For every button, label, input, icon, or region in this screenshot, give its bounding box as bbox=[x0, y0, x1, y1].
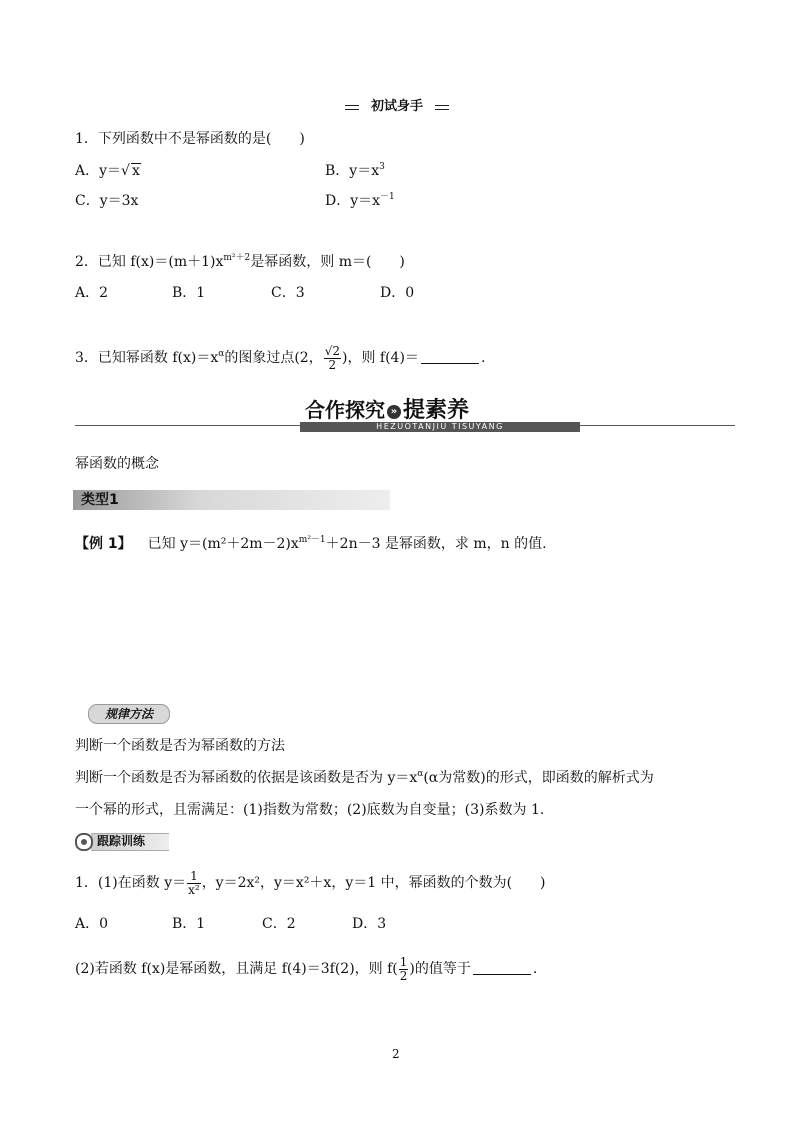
training-q1-1 bbox=[75, 868, 546, 898]
method-tag-label: 规律方法 bbox=[104, 707, 153, 721]
t1-option-a: A．0 bbox=[75, 916, 109, 932]
t2-answer-blank[interactable] bbox=[473, 960, 531, 975]
q3-stem bbox=[75, 343, 485, 373]
example1-tag: 【例 1】 bbox=[75, 536, 132, 552]
method-title: 判断一个函数是否为幂函数的方法 bbox=[75, 738, 285, 754]
t2-frac-den: 2 bbox=[399, 968, 408, 983]
q1-option-c: C．y＝3x bbox=[75, 193, 139, 209]
q3-answer-blank[interactable] bbox=[421, 349, 479, 364]
banner-title bbox=[305, 398, 469, 423]
t2-fraction bbox=[399, 956, 409, 983]
example1-text-post: ＋2n－3 是幂函数，求 m，n 的值. bbox=[325, 536, 547, 552]
t1-option-d: D．3 bbox=[352, 916, 387, 932]
type1-bar bbox=[73, 490, 390, 510]
q1-a-radicand: x bbox=[131, 163, 140, 179]
cooperation-banner bbox=[75, 398, 735, 438]
t1-frac-den: x² bbox=[188, 882, 200, 897]
q3-frac-den: 2 bbox=[328, 357, 337, 372]
q3-text-pre: 3．已知幂函数 f(x)＝x bbox=[75, 350, 219, 366]
q1-a-text: A．y＝ bbox=[75, 163, 122, 179]
q2-text-post: 是幂函数，则 m＝( ) bbox=[250, 254, 405, 270]
q1-d-exp: －1 bbox=[380, 192, 395, 202]
method-line1-exp: α bbox=[417, 769, 424, 779]
method-line1-post: (α为常数)的形式，即函数的解析式为 bbox=[423, 770, 654, 786]
q2-text-pre: 2．已知 f(x)＝(m＋1)x bbox=[75, 254, 224, 270]
t2-text-pre: (2)若函数 f(x)是幂函数，且满足 f(4)＝3f(2)，则 f( bbox=[75, 961, 398, 977]
q2-option-b: B．1 bbox=[172, 285, 206, 301]
method-line1-pre: 判断一个函数是否为幂函数的依据是该函数是否为 y＝x bbox=[75, 770, 418, 786]
t1-fraction bbox=[187, 870, 201, 897]
target-icon bbox=[75, 833, 93, 851]
q3-text-post: )，则 f(4)＝ bbox=[342, 350, 419, 366]
t1-option-c: C．2 bbox=[262, 916, 296, 932]
section-banner-trial bbox=[345, 98, 449, 116]
t1-option-b: B．1 bbox=[172, 916, 206, 932]
q1-d-text: D．y＝x bbox=[325, 193, 381, 209]
t2-end: . bbox=[532, 961, 538, 977]
banner-title-a: 合作探究 bbox=[305, 398, 385, 422]
q3-fraction bbox=[324, 345, 341, 372]
example1-text-pre: 已知 y＝(m²＋2m－2)x bbox=[147, 536, 299, 552]
method-line-1 bbox=[75, 768, 654, 788]
method-line-2: 一个幂的形式，且需满足：(1)指数为常数；(2)底数为自变量；(3)系数为 1. bbox=[75, 802, 545, 818]
t2-frac-num: 1 bbox=[399, 954, 408, 969]
q1-option-d bbox=[325, 191, 395, 211]
t1-text-post: ，y＝2x²，y＝x²＋x，y＝1 中，幂函数的个数为( ) bbox=[201, 875, 546, 891]
training-tag bbox=[75, 831, 170, 851]
q3-exp: α bbox=[218, 349, 225, 359]
q1-option-a: A．y＝√ x bbox=[75, 163, 140, 179]
section-title-trial: 初试身手 bbox=[359, 98, 435, 116]
q1-stem: 1．下列函数中不是幂函数的是( ) bbox=[75, 131, 305, 147]
banner-arrow-icon: » bbox=[387, 405, 401, 419]
q2-exp: m²＋2 bbox=[223, 253, 251, 263]
example1 bbox=[75, 534, 547, 554]
method-tag bbox=[88, 704, 170, 724]
type1-label: 类型1 bbox=[81, 492, 119, 508]
q2-option-c: C．3 bbox=[271, 285, 305, 301]
q2-option-d: D．0 bbox=[380, 285, 415, 301]
q1-option-b bbox=[325, 161, 385, 181]
q2-option-a: A．2 bbox=[75, 285, 109, 301]
q3-end: . bbox=[480, 350, 486, 366]
q2-stem bbox=[75, 252, 405, 272]
t1-frac-num: 1 bbox=[187, 870, 201, 884]
concept-heading: 幂函数的概念 bbox=[75, 456, 159, 472]
t2-text-post: )的值等于 bbox=[409, 961, 471, 977]
t1-text-pre: 1．(1)在函数 y＝ bbox=[75, 875, 187, 891]
q1-b-exp: 3 bbox=[379, 162, 385, 172]
q3-frac-num: √2 bbox=[324, 343, 340, 358]
q3-text-mid: 的图象过点(2， bbox=[224, 350, 323, 366]
banner-title-b: 提素养 bbox=[403, 398, 470, 423]
page-number: 2 bbox=[392, 1047, 400, 1061]
q1-b-text: B．y＝x bbox=[325, 163, 380, 179]
example1-exp: m²－1 bbox=[298, 535, 326, 545]
training-label: 跟踪训练 bbox=[97, 834, 146, 848]
banner-pinyin: HEZUOTANJIU TISUYANG bbox=[300, 422, 580, 432]
training-q1-2 bbox=[75, 954, 537, 984]
